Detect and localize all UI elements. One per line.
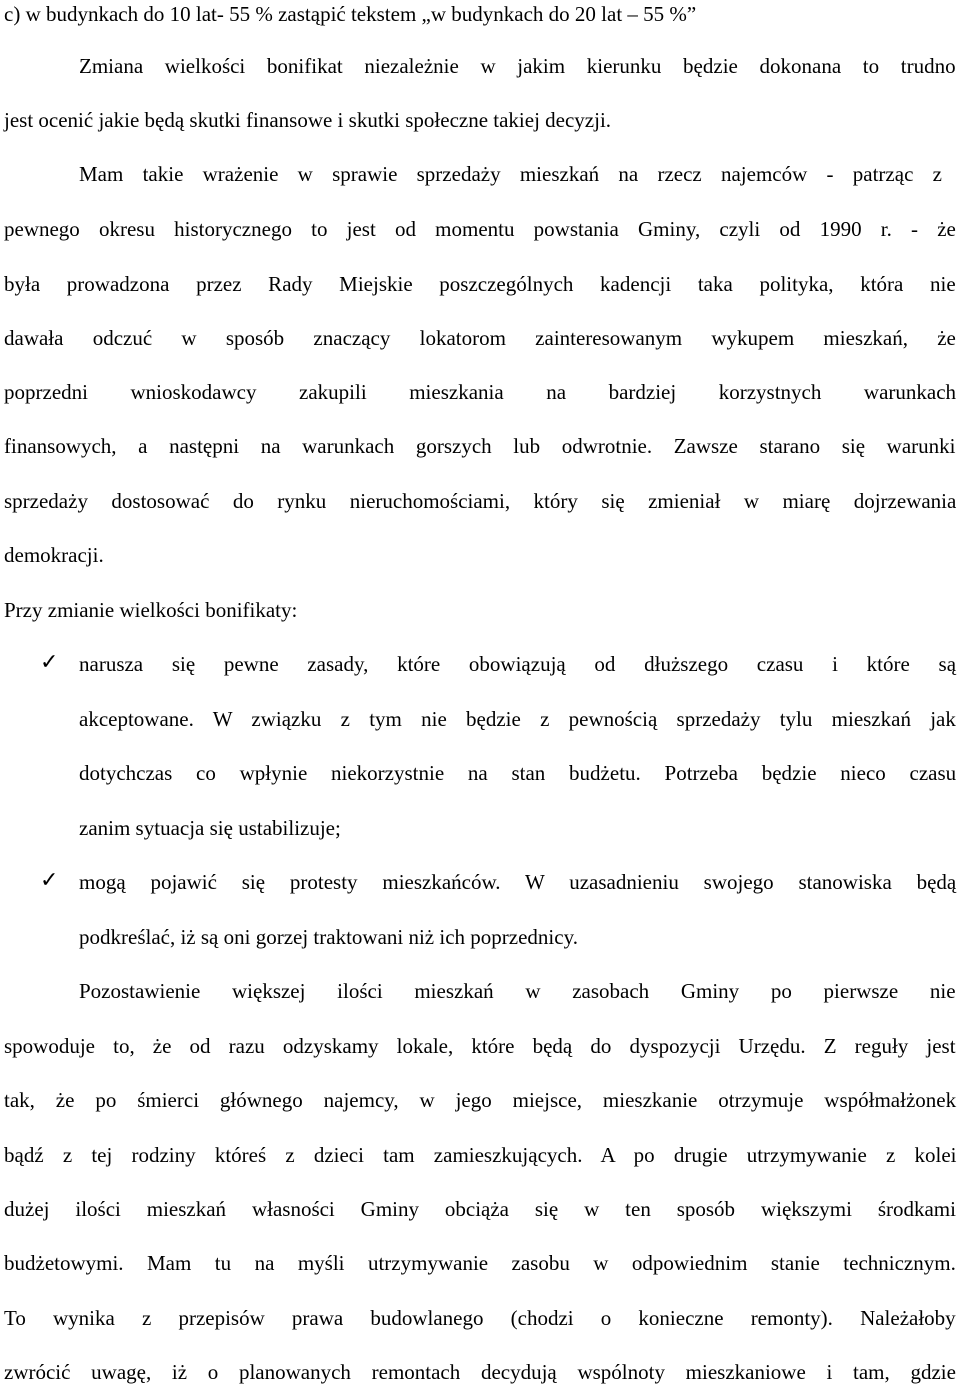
checkmark-icon: ✓ bbox=[40, 868, 59, 893]
paragraph-3-line-3: tak, że po śmierci głównego najemcy, w jego miejsce, mieszkanie otrzymuje współmałżonek bbox=[4, 1088, 957, 1112]
checklist-item-1-line-2: akceptowane. W związku z tym nie będzie z pewnością sprzedaży tylu mieszkań jak bbox=[79, 707, 956, 731]
checklist-item-1-line-3: dotychczas co wpłynie niekorzystnie na stan budżetu. Potrzeba będzie nieco czasu bbox=[79, 761, 957, 785]
checklist-item-1-line-4: zanim sytuacja się ustabilizuje; bbox=[79, 816, 341, 840]
paragraph-3-line-7: To wynika z przepisów prawa budowlanego (chodzi o konieczne remonty). Należałoby bbox=[4, 1306, 956, 1330]
checkmark-icon: ✓ bbox=[40, 650, 59, 675]
paragraph-2-line-3: była prowadzona przez Rady Miejskie poszczególnych kadencji taka polityka, która nie bbox=[4, 272, 956, 296]
list-heading: Przy zmianie wielkości bonifikaty: bbox=[4, 598, 298, 622]
paragraph-2-line-5: poprzedni wnioskodawcy zakupili mieszkania na bardziej korzystnych warunkach bbox=[4, 380, 957, 404]
paragraph-3-line-2: spowoduje to, że od razu odzyskamy lokale, które będą do dyspozycji Urzędu. Z reguły jest bbox=[4, 1034, 956, 1058]
paragraph-1-line-2: jest ocenić jakie będą skutki finansowe i skutki społeczne takiej decyzji. bbox=[4, 108, 612, 132]
checklist-item-2-line-1: mogą pojawić się protesty mieszkańców. W uzasadnieniu swojego stanowiska będą bbox=[79, 870, 957, 894]
paragraph-3-line-8: zwrócić uwagę, iż o planowanych remontach decydują wspólnoty mieszkaniowe i tam, gdzie bbox=[4, 1360, 956, 1384]
paragraph-2-line-8: demokracji. bbox=[4, 543, 104, 567]
paragraph-1-line-1: Zmiana wielkości bonifikat niezależnie w jakim kierunku będzie dokonana to trudno bbox=[79, 54, 956, 78]
paragraph-3-line-6: budżetowymi. Mam tu na myśli utrzymywanie zasobu w odpowiednim stanie technicznym. bbox=[4, 1251, 956, 1275]
paragraph-2-line-4: dawała odczuć w sposób znaczący lokatorom zainteresowanym wykupem mieszkań, że bbox=[4, 326, 956, 350]
checklist-item-1-line-1: narusza się pewne zasady, które obowiązują od dłuższego czasu i które są bbox=[79, 652, 957, 676]
paragraph-2-line-6: finansowych, a następni na warunkach gorszych lub odwrotnie. Zawsze starano się warunki bbox=[4, 434, 956, 458]
checklist-item-2-line-2: podkreślać, iż są oni gorzej traktowani niż ich poprzednicy. bbox=[79, 925, 578, 949]
paragraph-3-line-1: Pozostawienie większej ilości mieszkań w zasobach Gminy po pierwsze nie bbox=[79, 979, 956, 1003]
paragraph-2-line-1: Mam takie wrażenie w sprawie sprzedaży mieszkań na rzecz najemców - patrząc z bbox=[79, 162, 942, 186]
paragraph-2-line-2: pewnego okresu historycznego to jest od momentu powstania Gminy, czyli od 1990 r. - że bbox=[4, 217, 956, 241]
paragraph-3-line-4: bądź z tej rodziny któreś z dzieci tam zamieszkujących. A po drugie utrzymywanie z kolei bbox=[4, 1143, 957, 1167]
amendment-line: c) w budynkach do 10 lat- 55 % zastąpić tekstem „w budynkach do 20 lat – 55 %” bbox=[4, 2, 697, 26]
paragraph-3-line-5: dużej ilości mieszkań własności Gminy obciąża się w ten sposób większymi środkami bbox=[4, 1197, 956, 1221]
paragraph-2-line-7: sprzedaży dostosować do rynku nieruchomościami, który się zmieniał w miarę dojrzewania bbox=[4, 489, 957, 513]
